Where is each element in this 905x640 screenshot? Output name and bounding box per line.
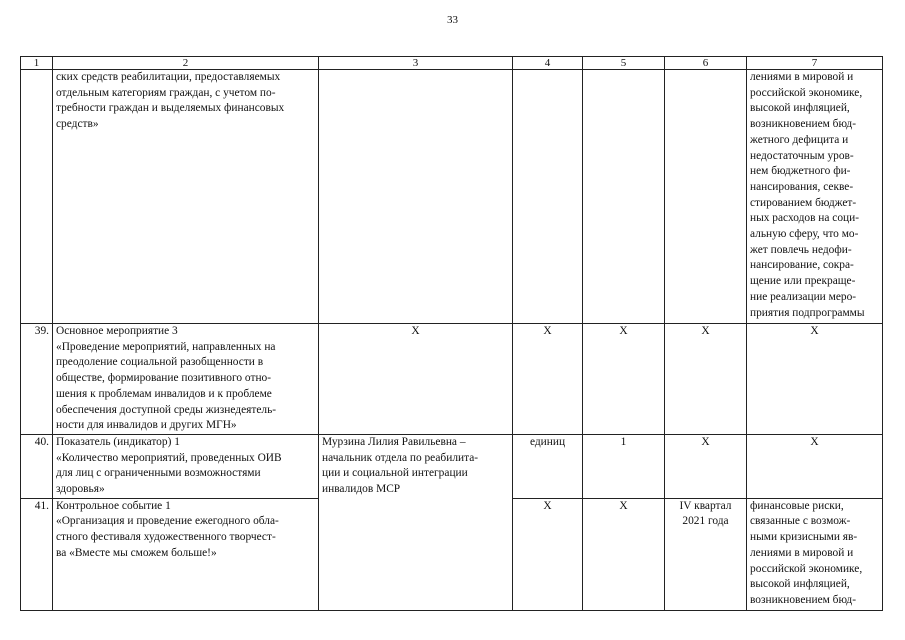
risks-cell [747, 498, 883, 610]
text-line: ции и социальной интеграции [322, 467, 468, 480]
text-line: требности граждан и выделяемых финансовых [56, 102, 285, 115]
risks-cell [747, 70, 883, 324]
text-line: нансирование, сокра- [750, 259, 854, 272]
unit-cell: Х [513, 498, 583, 610]
program-table [20, 56, 883, 611]
header-col-4: 4 [513, 57, 583, 70]
value-cell: 1 [583, 434, 665, 498]
text-line: ва «Вместе мы сможем больше!» [56, 546, 217, 559]
row-number: 39. [21, 324, 53, 435]
header-col-2: 2 [53, 57, 319, 70]
deadline-cell [665, 70, 747, 324]
responsible-cell [319, 70, 513, 324]
text-line: стированием бюджет- [750, 196, 857, 209]
text-line: приятия подпрограммы [750, 306, 865, 319]
unit-cell: единиц [513, 434, 583, 498]
text-line: «Количество мероприятий, проведенных ОИВ [56, 451, 282, 464]
text-line: «Проведение мероприятий, направленных на [56, 340, 276, 353]
text-line: стного фестиваля художественного творчест- [56, 531, 276, 544]
text-line: российской экономике, [750, 86, 863, 99]
text-line: для лиц с ограниченными возможностями [56, 467, 261, 480]
text-line: недостаточным уров- [750, 149, 854, 162]
text-line: шения к проблемам инвалидов и к проблеме [56, 387, 272, 400]
event-description-cell [53, 434, 319, 498]
deadline-cell: Х [665, 324, 747, 435]
row-number-cell [21, 70, 53, 324]
table-row-40 [21, 434, 883, 498]
text-line: 2021 года [682, 515, 729, 528]
text-line: Мурзина Лилия Равильевна – [322, 435, 466, 448]
text-line: «Организация и проведение ежегодного обла- [56, 515, 279, 528]
text-line: нансирования, секве- [750, 180, 854, 193]
text-line: ных расходов на соци- [750, 212, 860, 225]
text-line: альную сферу, что мо- [750, 228, 859, 241]
text-line: инвалидов МСР [322, 483, 401, 496]
event-description-cell [53, 498, 319, 610]
header-col-5: 5 [583, 57, 665, 70]
header-col-3: 3 [319, 57, 513, 70]
text-line: лениями в мировой и [750, 546, 854, 559]
text-line: ности для инвалидов и других МГН» [56, 419, 237, 432]
text-line: обеспечения доступной среды жизнедеятель- [56, 403, 277, 416]
row-number: 40. [21, 434, 53, 498]
text-line: финансовые риски, [750, 499, 844, 512]
risks-cell: Х [747, 434, 883, 498]
text-line: IV квартал [679, 499, 732, 512]
text-line: возникновением бюд- [750, 118, 856, 131]
row-number: 41. [21, 498, 53, 610]
table-row-continuation [21, 70, 883, 324]
text-line: средств» [56, 118, 99, 131]
deadline-cell: Х [665, 434, 747, 498]
value-cell: Х [583, 498, 665, 610]
responsible-cell: Х [319, 324, 513, 435]
table-row-39 [21, 324, 883, 435]
text-line: здоровья» [56, 483, 105, 496]
event-description-cell [53, 70, 319, 324]
header-col-6: 6 [665, 57, 747, 70]
text-line: нем бюджетного фи- [750, 165, 851, 178]
page-number: 33 [447, 14, 458, 26]
text-line: связанные с возмож- [750, 515, 851, 528]
text-line: обществе, формирование позитивного отно- [56, 372, 272, 385]
table-header-row [21, 57, 883, 70]
responsible-cell [319, 434, 513, 610]
text-line: жетного дефицита и [750, 133, 849, 146]
unit-cell: Х [513, 324, 583, 435]
text-line: ние реализации меро- [750, 290, 857, 303]
text-line: ских средств реабилитации, предоставляемых [56, 71, 281, 83]
text-line: российской экономике, [750, 562, 863, 575]
deadline-cell [665, 498, 747, 610]
text-line: высокой инфляцией, [750, 102, 850, 115]
text-line: лениями в мировой и [750, 71, 854, 83]
text-line: преодоление социальной разобщенности в [56, 356, 264, 369]
text-line: ными кризисными яв- [750, 531, 858, 544]
text-line: Основное мероприятие 3 [56, 325, 178, 337]
text-line: начальник отдела по реабилита- [322, 451, 479, 464]
header-col-1: 1 [21, 57, 53, 70]
unit-cell [513, 70, 583, 324]
text-line: возникновением бюд- [750, 593, 856, 606]
text-line: щение или прекраще- [750, 275, 856, 288]
text-line: отдельным категориям граждан, с учетом по- [56, 86, 276, 99]
value-cell: Х [583, 324, 665, 435]
header-col-7: 7 [747, 57, 883, 70]
text-line: жет повлечь недофи- [750, 243, 852, 256]
text-line: Контрольное событие 1 [56, 499, 171, 512]
risks-cell: Х [747, 324, 883, 435]
event-description-cell [53, 324, 319, 435]
value-cell [583, 70, 665, 324]
text-line: Показатель (индикатор) 1 [56, 435, 180, 448]
text-line: высокой инфляцией, [750, 578, 850, 591]
